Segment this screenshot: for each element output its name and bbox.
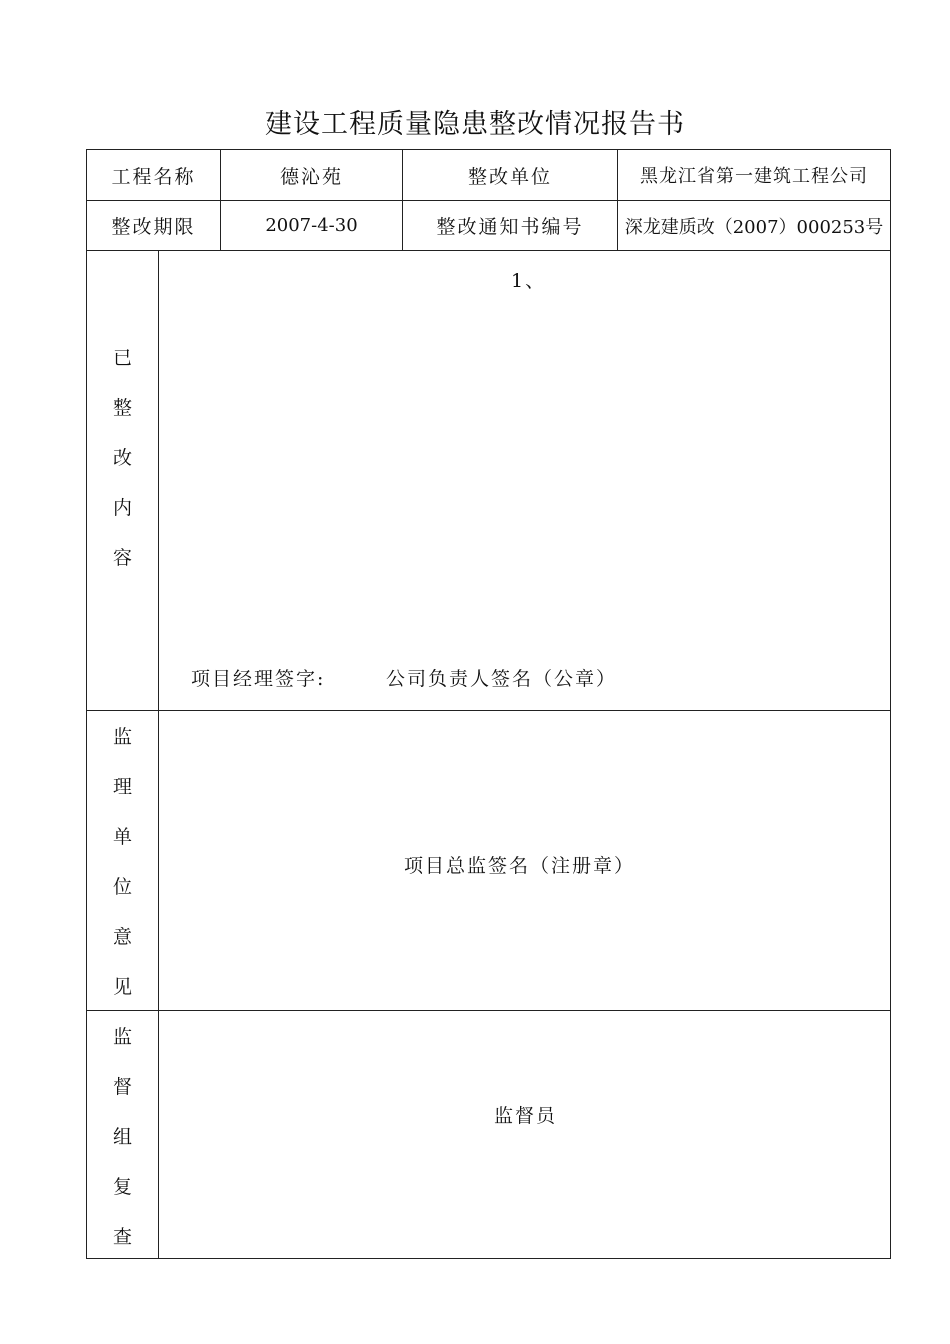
label-char: 已 xyxy=(112,347,132,369)
page-title: 建设工程质量隐患整改情况报告书 xyxy=(265,109,685,140)
rectify-unit-label: 整改单位 xyxy=(402,149,618,201)
project-manager-signature-label: 项目经理签字: xyxy=(191,668,326,690)
label-char: 整 xyxy=(112,397,132,419)
inspector-signature-label: 监督员 xyxy=(494,1105,558,1127)
project-name-value: 德沁苑 xyxy=(220,149,403,201)
label-char: 意 xyxy=(112,926,132,948)
label-char: 理 xyxy=(112,776,132,798)
inspection-review-area xyxy=(158,1010,891,1259)
supervision-opinion-area xyxy=(158,710,891,1011)
label-char: 内 xyxy=(112,497,132,519)
rectify-deadline-value: 2007-4-30 xyxy=(220,200,403,251)
label-char: 容 xyxy=(112,547,132,569)
supervision-opinion-label xyxy=(86,710,159,1011)
label-char: 见 xyxy=(112,976,132,998)
label-char: 督 xyxy=(112,1076,132,1098)
label-char: 查 xyxy=(112,1226,132,1248)
label-char: 监 xyxy=(112,726,132,748)
inspection-review-label xyxy=(86,1010,159,1259)
label-char: 复 xyxy=(112,1176,132,1198)
rectified-content-label xyxy=(86,250,159,711)
label-char: 组 xyxy=(112,1126,132,1148)
notice-number-value: 深龙建质改（2007）000253号 xyxy=(617,200,891,251)
rectify-unit-value: 黑龙江省第一建筑工程公司 xyxy=(617,149,891,201)
rectify-deadline-label: 整改期限 xyxy=(86,200,221,251)
project-name-label: 工程名称 xyxy=(86,149,221,201)
notice-number-label: 整改通知书编号 xyxy=(402,200,618,251)
label-char: 单 xyxy=(112,826,132,848)
chief-supervisor-signature-label: 项目总监签名（注册章） xyxy=(404,855,636,877)
label-char: 监 xyxy=(112,1026,132,1048)
label-char: 位 xyxy=(112,876,132,898)
company-head-signature-label: 公司负责人签名（公章） xyxy=(386,668,618,690)
item-number: 1、 xyxy=(511,270,547,292)
label-char: 改 xyxy=(112,447,132,469)
rectified-content-area xyxy=(158,250,891,711)
